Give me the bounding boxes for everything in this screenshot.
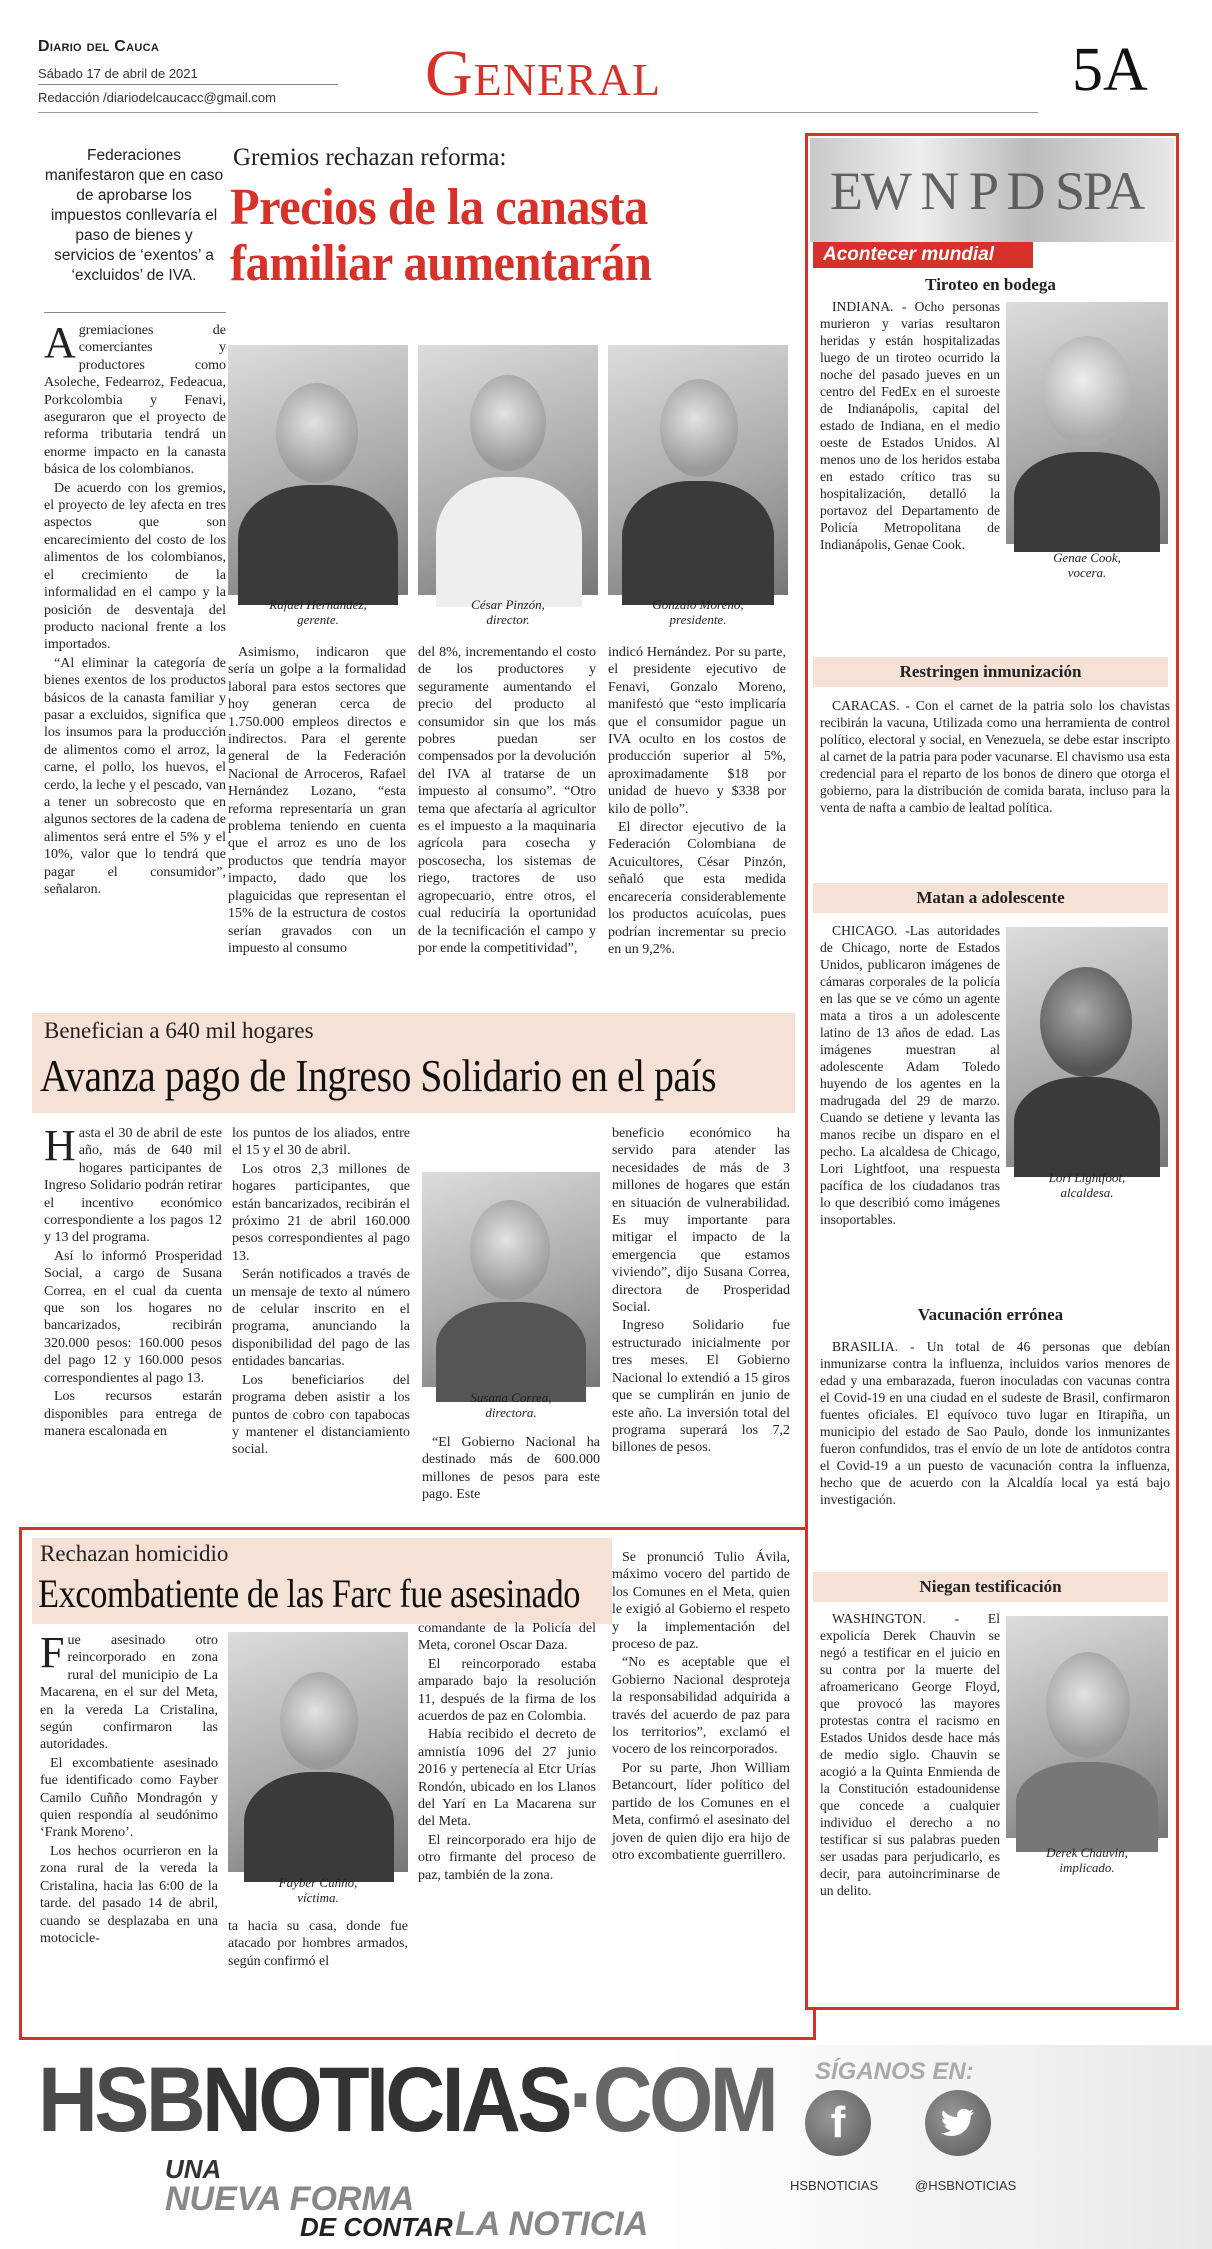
ad-brand-a: HSB bbox=[38, 2049, 203, 2151]
ad-fb-handle[interactable]: HSBNOTICIAS bbox=[790, 2178, 879, 2193]
lead-paragraph: “Al eliminar la categoría de bienes exentos de los productos básicos de la canasta familiar y pasar a excluidos, significa que los insumos para la producción de alimentos como el arroz, la carne, el pollo, los huevos, el cerdo, la leche y el pescado, van a tener un sobrecosto que en algunos sectores de la cadena de alimentos será entre el 5% y el 10%, valor que lo tendrá que pagar el consumidor”, señalaron. bbox=[44, 655, 226, 897]
farc-paragraph: Se pronunció Tulio Ávila, máximo vocero del partido de los Comunes en el Meta, quien le exigió al Gobierno el respeto y la implementación del proceso de paz. bbox=[612, 1550, 790, 1653]
twitter-icon[interactable] bbox=[925, 2090, 991, 2156]
ingreso-paragraph: “El Gobierno Nacional ha destinado más de 600.000 millones de pesos para este pago. Este bbox=[422, 1435, 600, 1503]
ad-slogan-3: DE CONTAR bbox=[300, 2212, 453, 2242]
lead-col-1 bbox=[44, 318, 226, 899]
lead-paragraph: gremiaciones de comerciantes y productores como Asoleche, Fedearroz, Fedeacua, Porkcolombia y Fenavi, aseguraron que el proyecto de reforma tributaria tendrá un enorme impacto en la canasta básica de los colombianos. bbox=[44, 323, 226, 478]
ingreso-col-3 bbox=[422, 1434, 600, 1505]
ingreso-paragraph: Los recursos estarán disponibles para entrega de manera escalonada en bbox=[44, 1389, 222, 1439]
caption-derek: Derek Chauvin, implicado. bbox=[1046, 1845, 1128, 1875]
lead-drop-cap: A bbox=[44, 318, 76, 367]
ingreso-col-4 bbox=[612, 1125, 790, 1458]
masthead-email: Redacción /diariodelcaucacc@gmail.com bbox=[38, 90, 276, 105]
ad-tw-handle[interactable]: @HSBNOTICIAS bbox=[915, 2178, 1017, 2193]
ad-slogan-1: UNA bbox=[165, 2154, 222, 2184]
lead-title: Precios de la canasta familiar aumentarán bbox=[230, 179, 652, 292]
sidebar-item-title: Tiroteo en bodega bbox=[813, 270, 1168, 300]
ingreso-paragraph: beneficio económico ha servido para atender las necesidades de más de 3 millones de hogares que están en situación de vulnerabilidad. Es muy importante para mitigar el impacto de la emergencia que estamos viviendo”, dijo Susana Correa, directora de Prosperidad Social. bbox=[612, 1126, 790, 1316]
ad-brand-c: ·COM bbox=[568, 2049, 776, 2151]
header-divider-1 bbox=[38, 84, 338, 85]
sidebar-banner: Acontecer mundial bbox=[813, 242, 1033, 268]
ingreso-paragraph: los puntos de los aliados, entre el 15 y el 30 de abril. bbox=[232, 1126, 410, 1159]
sidebar-item-title: Vacunación errónea bbox=[813, 1300, 1168, 1330]
ingreso-title: Avanza pago de Ingreso Solidario en el país bbox=[40, 1050, 717, 1101]
farc-paragraph: Por su parte, Jhon William Betancourt, líder político del partido de los Comunes en el Meta, confirmó el asesinato del joven de quien dijo era hijo de otro excombatiente guerrillero. bbox=[612, 1760, 790, 1863]
photo-derek-chauvin bbox=[1006, 1616, 1168, 1838]
farc-title: Excombatiente de las Farc fue asesinado bbox=[38, 1571, 581, 1616]
photo-fayber-cufino bbox=[228, 1632, 408, 1872]
farc-kicker: Rechazan homicidio bbox=[40, 1541, 229, 1566]
lead-paragraph: Asimismo, indicaron que sería un golpe a la formalidad laboral para estos sectores que hoy generan cerca de 1.750.000 empleos directos e indirectos. Para el gerente general de la Federación Nacional de Arroceros, Rafael Hernández Lozano, “esta reforma representaría un gran problema teniendo en cuenta que el arroz es uno de los productos que tendría mayor impacto, dado que los plaguicidas que representan el 15% de la estructura de costos serían gravados con un impuesto al consumo bbox=[228, 645, 406, 956]
farc-col-2 bbox=[228, 1918, 408, 1971]
ingreso-paragraph: Ingreso Solidario fue estructurado inicialmente por tres meses. El Gobierno Nacional lo extendió a 15 giros que se cumplirán en junio de este año. La inversión total del programa superará los 7,2 billones de pesos. bbox=[612, 1318, 790, 1456]
masthead-paper: Diario del Cauca bbox=[38, 38, 160, 55]
ad-slogan-4: LA NOTICIA bbox=[455, 2205, 649, 2243]
sidebar-item-text: INDIANA. - Ocho personas murieron y varias resultaron heridas y están hospitalizadas luego de un tiroteo ocurrido la noche del pasado jueves en un centro del FedEx en el suroeste de Indianápolis, capital del estado de Indiana, en el medio oeste de Estados Unidos. Al menos uno de los heridos estaba en estado crítico tras su hospitalización, detalló la portavoz del Departamento de Policía Metropolitana de Indianápolis, Genae Cook. bbox=[820, 299, 1000, 552]
farc-col-3 bbox=[418, 1620, 596, 1885]
farc-paragraph: Los hechos ocurrieron en la zona rural de la vereda la Cristalina, hacia las 6:00 de la tarde. del pasado 14 de abril, cuando se desplazaba en una motocicle- bbox=[40, 1843, 218, 1946]
ad-brand bbox=[38, 2050, 775, 2150]
photo-lori-lightfoot bbox=[1006, 927, 1168, 1167]
farc-paragraph: Había recibido el decreto de amnistía 1096 del 27 junio 2016 y pertenecía al Etcr Urías Rondón, ubicado en los Llanos del Yarí en La Macarena sur del Meta. bbox=[418, 1727, 596, 1830]
facebook-icon[interactable]: f bbox=[805, 2090, 871, 2156]
ingreso-kicker: Benefician a 640 mil hogares bbox=[44, 1018, 314, 1043]
farc-paragraph: comandante de la Policía del Meta, coronel Oscar Daza. bbox=[418, 1621, 596, 1654]
ad-slogan-2: NUEVA FORMA bbox=[165, 2180, 415, 2218]
caption-lori: Lori Lightfoot, alcaldesa. bbox=[1048, 1170, 1126, 1200]
page-number: 5A bbox=[1072, 36, 1148, 104]
caption-fayber: Fayber Cuñño, víctima. bbox=[278, 1875, 358, 1905]
photo-gonzalo-moreno bbox=[608, 345, 788, 595]
caption-gonzalo: Gonzalo Moreno, presidente. bbox=[652, 597, 744, 627]
masthead-date: Sábado 17 de abril de 2021 bbox=[38, 66, 198, 81]
caption-cesar: César Pinzón, director. bbox=[471, 597, 545, 627]
lead-paragraph: indicó Hernández. Por su parte, el presidente ejecutivo de Fenavi, Gonzalo Moreno, manifestó que “esto implicaría que el consumidor pague un IVA oculto en los costos de producción superior al 5%, aproximadamente $18 por unidad de huevo y $338 por kilo de pollo”. bbox=[608, 645, 786, 817]
photo-rafael-hernandez bbox=[228, 345, 408, 595]
ingreso-paragraph: asta el 30 de abril de este año, más de 640 mil hogares participantes de Ingreso Solidario podrán retirar el incentivo económico correspondiente a los pagos 12 y 13 del programa. bbox=[44, 1126, 222, 1246]
ingreso-drop-cap: H bbox=[44, 1121, 76, 1170]
lead-col-3 bbox=[418, 644, 596, 958]
sidebar-item-text: CARACAS. - Con el carnet de la patria solo los chavistas recibirán la vacuna, Utilizada como una herramienta de control político, electoral y social, en Venezuela, se debe estar inscripto al carnet de la patria para poder vacunarse. El chavismo usa esta credencial para el reparto de los bonos de dinero que otorga el gobierno, para la distribución de comida barata, incluso para la venta de nafta a cambio de lealtad política. bbox=[820, 698, 1170, 815]
photo-susana-correa bbox=[422, 1172, 600, 1387]
lead-paragraph: del 8%, incrementando el costo de los productores y seguramente aumentando el precio del producto al consumidor sin que los más pobres puedan ser compensados por la devolución del IVA al tratarse de un impuesto al consumo”. “Otro tema que afectaría al agricultor es el impuesto a la maquinaria agrícola para cosecha y poscosecha, los sistemas de riego, tractores de uso agropecuario, entre otros, el cual reduciría la oportunidad de la tecnificación el campo y por ende la competitividad”, bbox=[418, 645, 596, 956]
photo-cesar-pinzon bbox=[418, 345, 598, 595]
sidebar-item-text: WASHINGTON. - El expolicía Derek Chauvin se negó a testificar en el juicio en su contra por la muerte del afroamericano George Floyd, que provocó las mayores protestas contra el racismo en Estados Unidos desde hace más de medio siglo. Chauvin se acogió a la Quinta Enmienda de la Constitución estadounidense que concede a cualquier individuo el derecho a no testificar si sus palabras pueden ser usadas para perjudicarlo, es decir, para autoincriminarse de un delito. bbox=[820, 1611, 1000, 1898]
lead-paragraph: De acuerdo con los gremios, el proyecto de ley afecta en tres aspectos que son encarecimiento del costo de los alimentos de los colombianos, el crecimiento de la informalidad en el campo y la posición de desventaja del producto nacional frente a los importados. bbox=[44, 480, 226, 653]
caption-rafael: Rafael Hernández, gerente. bbox=[269, 597, 367, 627]
lead-col-4 bbox=[608, 644, 786, 959]
caption-susana: Susana Correa, directora. bbox=[470, 1390, 552, 1420]
lead-summary: Federaciones manifestaron que en caso de aprobarse los impuestos conllevaría el paso de bienes y servicios de ‘exentos’ a ‘excluidos’ de IVA. bbox=[44, 147, 224, 284]
farc-paragraph: ue asesinado otro reincorporado en zona rural del municipio de La Macarena, en el sur del Meta, en la vereda La Cristalina, según confirmaron las autoridades. bbox=[40, 1633, 218, 1753]
farc-paragraph: ta hacia su casa, donde fue atacado por hombres armados, según confirmó el bbox=[228, 1919, 408, 1969]
ingreso-paragraph: Así lo informó Prosperidad Social, a cargo de Susana Correa, en el cual da cuenta que son los hogares no bancarizados, recibirán 320.000 pesos: 160.000 pesos del pago 12 y 160.000 pesos correspondientes al pago 13. bbox=[44, 1248, 222, 1386]
caption-genae: Genae Cook, vocera. bbox=[1053, 550, 1121, 580]
photo-genae-cook bbox=[1006, 302, 1168, 544]
section-title: General bbox=[425, 37, 662, 110]
lead-kicker: Gremios rechazan reforma: bbox=[233, 144, 507, 171]
sidebar-item-title: Restringen inmunización bbox=[813, 657, 1168, 687]
lead-summary-rule bbox=[44, 312, 226, 313]
farc-paragraph: El reincorporado era hijo de otro firmante del proceso de paz, también de la zona. bbox=[418, 1832, 596, 1883]
ingreso-col-1 bbox=[44, 1121, 222, 1441]
farc-paragraph: El excombatiente asesinado fue identificado como Fayber Camilo Cuñño Mondragón y quien respondía al seudónimo ‘Frank Moreno’. bbox=[40, 1755, 218, 1841]
sidebar-item-title: Niegan testificación bbox=[813, 1572, 1168, 1602]
ingreso-paragraph: Serán notificados a través de un mensaje de texto al número de celular inscrito en el programa, anunciando la disponibilidad del pago de las entidades bancarias. bbox=[232, 1267, 410, 1370]
farc-col-4 bbox=[612, 1549, 790, 1865]
sidebar-item-text: BRASILIA. - Un total de 46 personas que debían inmunizarse contra la influenza, incluidos varios menores de edad y una embarazada, fueron inoculadas con vacunas contra el Covid-19 en una ciudad en el sudeste de Brasil, confirmaron fuentes oficiales. El equívoco tuvo lugar en Itirapiña, un municipio del estado de Sao Paulo, donde los inmunizantes fueron confundidos, tras el envío de un lote de antídotos contra el Covid-19 a un puesto de vacunación contra la influenza, hecho que de acuerdo con la Alcaldía local ya está bajo investigación. bbox=[820, 1339, 1170, 1507]
ingreso-paragraph: Los beneficiarios del programa deben asistir a los puntos de cobro con tapabocas y mantener el distanciamiento social. bbox=[232, 1372, 410, 1458]
sidebar-banner-image: EW N P D SPA bbox=[810, 138, 1174, 242]
sidebar-item-title: Matan a adolescente bbox=[813, 883, 1168, 913]
farc-col-1 bbox=[40, 1628, 218, 1948]
lead-col-2 bbox=[228, 644, 406, 958]
sidebar-item-text: CHICAGO. -Las autoridades de Chicago, norte de Estados Unidos, publicaron imágenes de cámaras corporales de la policía en las que se ve cómo un agente mata a tiros a un adolescente latino de 13 años de edad. Las imágenes muestran al adolescente Adam Toledo huyendo de los agentes en la madrugada del 29 de marzo. Cuando se detiene y levanta las manos recibe un disparo en el pecho. La alcaldesa de Chicago, Lori Lightfoot, una respuesta pacífica de los ciudadanos tras lo que describió como imágenes insoportables. bbox=[820, 923, 1000, 1227]
farc-drop-cap: F bbox=[40, 1628, 65, 1677]
ingreso-col-2 bbox=[232, 1125, 410, 1460]
farc-paragraph: El reincorporado estaba amparado bajo la resolución 11, después de la firma de los acuerdos de paz en Colombia. bbox=[418, 1656, 596, 1725]
ad-brand-b: NOTICIAS bbox=[202, 2049, 569, 2151]
lead-paragraph: El director ejecutivo de la Federación Colombiana de Acuicultores, César Pinzón, señaló que esta medida encarecería considerablemente los productos acuícolas, pues podrían incrementar su precio en un 9,2%. bbox=[608, 820, 786, 957]
ingreso-paragraph: Los otros 2,3 millones de hogares participantes, que están bancarizados, recibirán el próximo 21 de abril 160.000 pesos correspondientes al pago 13. bbox=[232, 1161, 410, 1264]
farc-paragraph: “No es aceptable que el Gobierno Nacional desproteja la responsabilidad adquirida a través del acuerdo de paz para los territorios”, exclamó el vocero de los reincorporados. bbox=[612, 1655, 790, 1758]
ad-follow: SÍGANOS EN: bbox=[815, 2058, 974, 2085]
